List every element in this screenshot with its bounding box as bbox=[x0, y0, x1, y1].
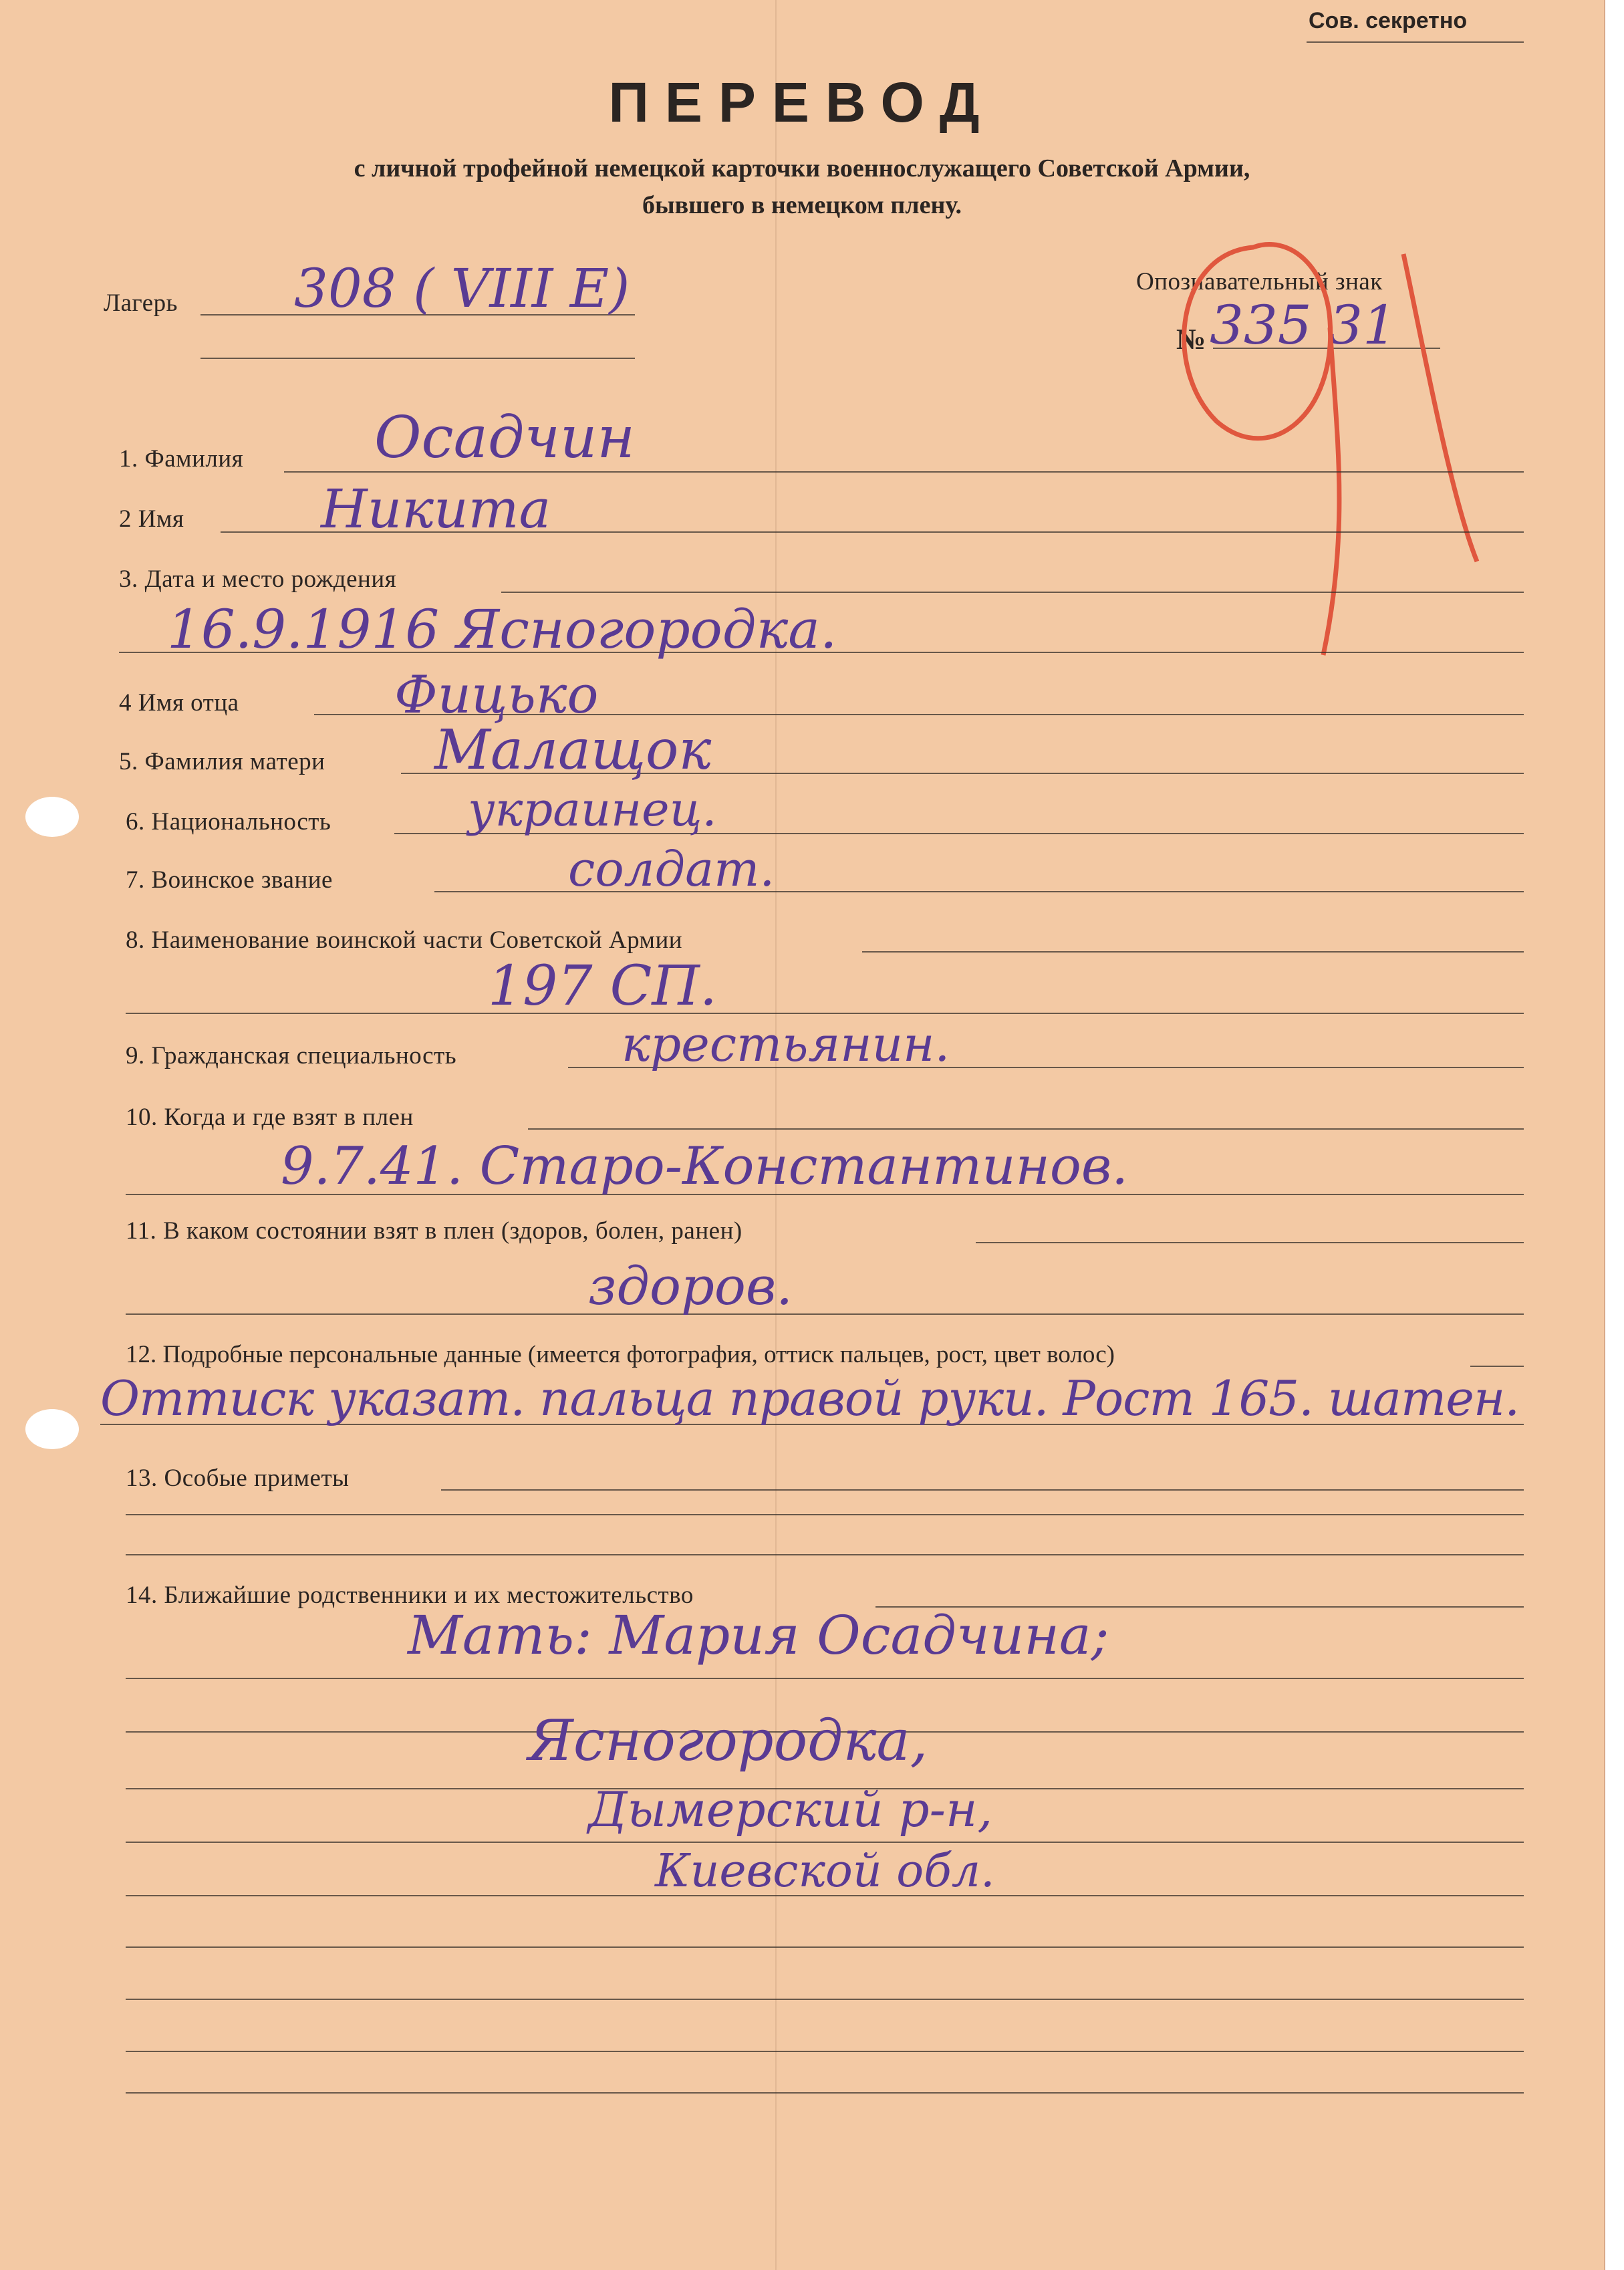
field-3-value: 16.9.1916 Ясногородка. bbox=[167, 598, 837, 660]
address-line-2: Дымерский р-н, bbox=[588, 1781, 993, 1838]
field-6-value: украинец. bbox=[468, 782, 717, 837]
field-1-label: 1. Фамилия bbox=[119, 445, 244, 473]
field-9-label: 9. Гражданская специальность bbox=[126, 1042, 457, 1069]
field-5-label: 5. Фамилия матери bbox=[119, 748, 325, 775]
ruled-line bbox=[126, 2051, 1524, 2052]
field-14-label: 14. Ближайшие родственники и их местожительство bbox=[126, 1582, 694, 1609]
field-8-label: 8. Наименование воинской части Советской Армии bbox=[126, 926, 683, 954]
address-line-1: Ясногородка, bbox=[528, 1708, 928, 1773]
classification-stamp: Сов. секретно bbox=[1309, 8, 1468, 33]
field-3-label: 3. Дата и место рождения bbox=[119, 565, 397, 593]
field-13-line-3 bbox=[126, 1554, 1524, 1555]
field-12-value: Оттиск указат. пальца правой руки. Рост 165. шатен. bbox=[100, 1370, 1520, 1426]
field-7-value: солдат. bbox=[568, 841, 775, 897]
field-4-value: Фицько bbox=[394, 665, 599, 725]
field-14-value: Мать: Мария Осадчина; bbox=[408, 1604, 1109, 1666]
camp-line-2 bbox=[200, 358, 635, 359]
punch-hole-top bbox=[25, 797, 79, 837]
camp-value: 308 ( VIII Е) bbox=[294, 257, 630, 320]
camp-label: Лагерь bbox=[104, 289, 178, 317]
ruled-line bbox=[126, 1678, 1524, 1679]
field-1-line bbox=[284, 471, 1524, 473]
field-7-label: 7. Воинское звание bbox=[126, 866, 333, 894]
field-13-line bbox=[441, 1489, 1524, 1491]
field-10-line bbox=[528, 1128, 1524, 1130]
id-mark-value: 335 31 bbox=[1210, 294, 1397, 356]
field-3-line bbox=[501, 592, 1524, 593]
field-4-label: 4 Имя отца bbox=[119, 689, 239, 717]
ruled-line bbox=[126, 1946, 1524, 1948]
ruled-line bbox=[126, 2092, 1524, 2094]
field-8-line-2 bbox=[126, 1013, 1524, 1014]
red-pencil-mark bbox=[1136, 214, 1510, 682]
field-13-line-2 bbox=[126, 1514, 1524, 1515]
field-5-value: Малащок bbox=[434, 719, 712, 782]
field-11-value: здоров. bbox=[588, 1257, 793, 1317]
field-2-label: 2 Имя bbox=[119, 505, 184, 533]
document-subtitle-line-1: с личной трофейной немецкой карточки военнослужащего Советской Армии, bbox=[354, 154, 1250, 182]
field-13-label: 13. Особые приметы bbox=[126, 1465, 350, 1492]
field-10-value: 9.7.41. Старо-Константинов. bbox=[281, 1136, 1129, 1196]
classification-underline bbox=[1307, 41, 1524, 43]
field-11-line-2 bbox=[126, 1313, 1524, 1315]
ruled-line bbox=[126, 1999, 1524, 2000]
field-1-value: Осадчин bbox=[374, 404, 635, 471]
fold-crease bbox=[775, 0, 777, 2270]
field-8-line bbox=[862, 951, 1524, 953]
address-line-3: Киевской обл. bbox=[655, 1845, 995, 1898]
field-8-value: 197 СП. bbox=[488, 955, 717, 1018]
field-11-label: 11. В каком состоянии взят в плен (здоров, болен, ранен) bbox=[126, 1217, 742, 1245]
field-12-line bbox=[1470, 1366, 1524, 1367]
ruled-line bbox=[126, 1842, 1524, 1843]
field-12-label: 12. Подробные персональные данные (имеется фотография, оттиск пальцев, рост, цвет волос) bbox=[126, 1341, 1115, 1368]
document-subtitle-line-2: бывшего в немецком плену. bbox=[642, 191, 962, 219]
field-10-label: 10. Когда и где взят в плен bbox=[126, 1104, 414, 1131]
document-title: ПЕРЕВОД bbox=[608, 71, 996, 134]
field-2-value: Никита bbox=[321, 478, 551, 540]
id-mark-number-sign: № bbox=[1176, 323, 1206, 356]
field-9-value: крестьянин. bbox=[622, 1016, 950, 1072]
field-11-line bbox=[976, 1242, 1524, 1243]
punch-hole-bottom bbox=[25, 1409, 79, 1449]
field-6-label: 6. Национальность bbox=[126, 808, 331, 836]
id-mark-label: Опознавательный знак bbox=[1136, 268, 1383, 295]
